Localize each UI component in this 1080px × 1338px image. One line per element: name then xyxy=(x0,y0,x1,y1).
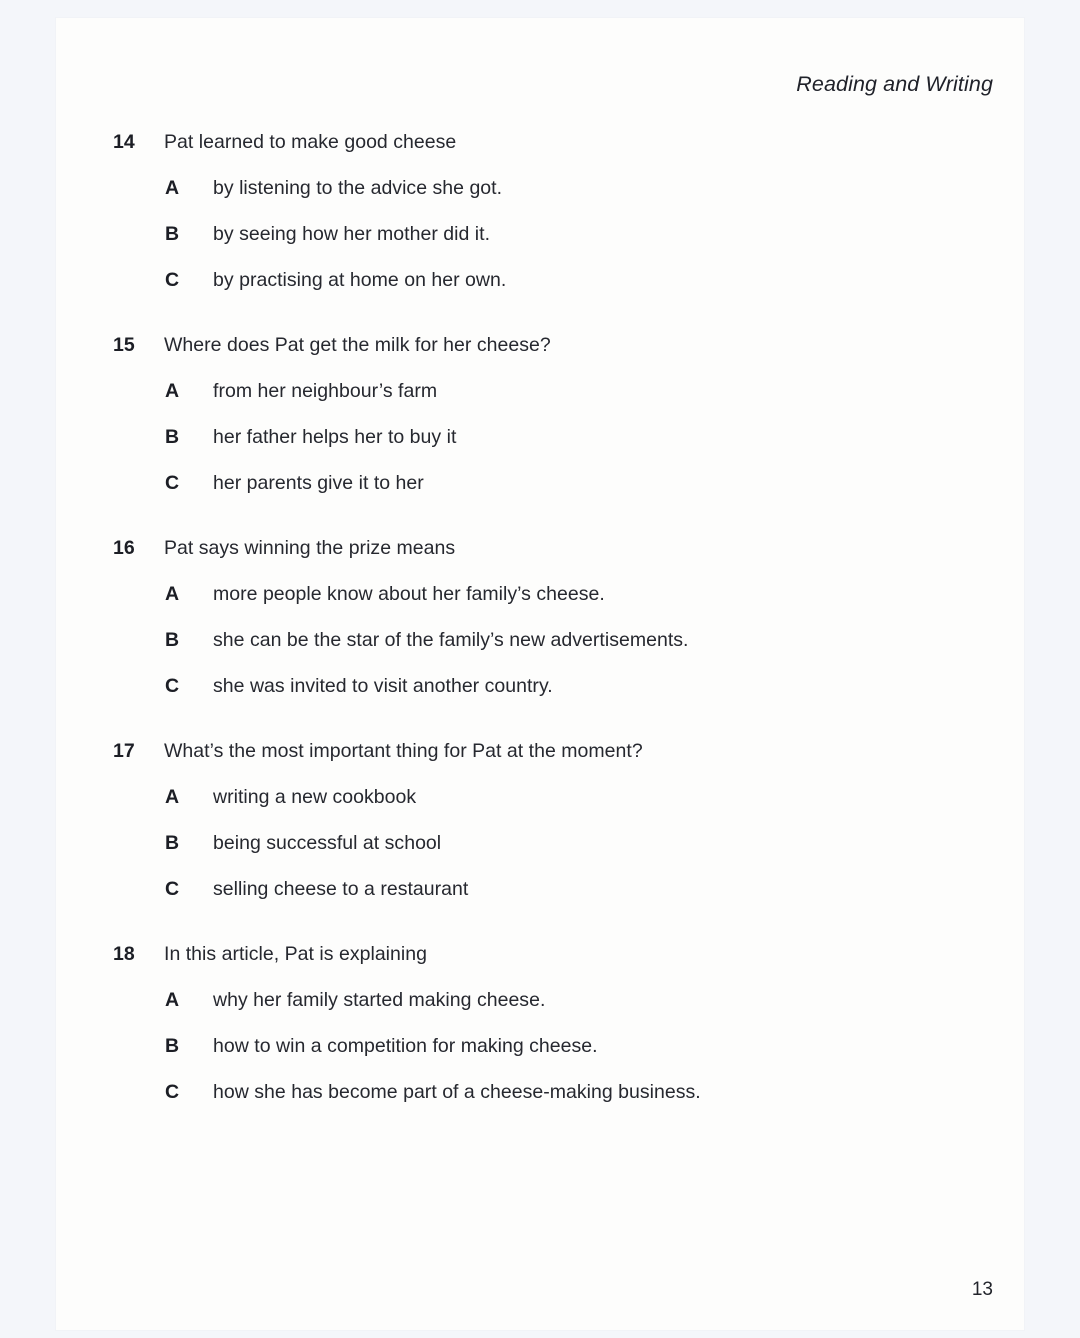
option-letter: C xyxy=(165,472,180,494)
option-letter: B xyxy=(165,426,180,448)
answer-option[interactable] xyxy=(56,223,1024,269)
option-text: how to win a competition for making cheese. xyxy=(213,1035,598,1057)
question-number: 17 xyxy=(113,740,135,762)
answer-option[interactable] xyxy=(56,472,1024,518)
question-block xyxy=(56,131,1024,334)
option-text: by listening to the advice she got. xyxy=(213,177,503,199)
option-letter: B xyxy=(165,832,180,854)
answer-option[interactable] xyxy=(56,786,1024,832)
question-text: What’s the most important thing for Pat at the moment? xyxy=(164,740,643,762)
option-text: more people know about her family’s cheese. xyxy=(213,583,605,605)
question-number: 14 xyxy=(113,131,135,153)
option-text: selling cheese to a restaurant xyxy=(213,878,469,900)
question-stem xyxy=(56,943,1024,989)
question-list xyxy=(56,131,1024,1146)
answer-option[interactable] xyxy=(56,380,1024,426)
answer-option[interactable] xyxy=(56,675,1024,721)
option-text: her parents give it to her xyxy=(213,472,424,494)
question-number: 16 xyxy=(113,537,135,559)
answer-option[interactable] xyxy=(56,583,1024,629)
option-text: her father helps her to buy it xyxy=(213,426,457,448)
question-block xyxy=(56,537,1024,740)
option-letter: A xyxy=(165,177,180,199)
question-text: Pat says winning the prize means xyxy=(164,537,456,559)
exam-page-sheet xyxy=(56,18,1024,1330)
answer-option[interactable] xyxy=(56,177,1024,223)
question-text: In this article, Pat is explaining xyxy=(164,943,427,965)
question-number: 18 xyxy=(113,943,135,965)
option-letter: C xyxy=(165,675,180,697)
question-stem xyxy=(56,334,1024,380)
option-letter: B xyxy=(165,223,180,245)
option-letter: B xyxy=(165,629,180,651)
question-stem xyxy=(56,740,1024,786)
answer-option[interactable] xyxy=(56,878,1024,924)
question-block xyxy=(56,740,1024,943)
option-letter: C xyxy=(165,1081,180,1103)
question-stem xyxy=(56,537,1024,583)
question-block xyxy=(56,943,1024,1146)
option-letter: C xyxy=(165,878,180,900)
option-text: by practising at home on her own. xyxy=(213,269,507,291)
question-block xyxy=(56,334,1024,537)
option-text: she can be the star of the family’s new advertisements. xyxy=(213,629,689,651)
answer-option[interactable] xyxy=(56,1035,1024,1081)
answer-option[interactable] xyxy=(56,629,1024,675)
question-text: Pat learned to make good cheese xyxy=(164,131,457,153)
option-letter: C xyxy=(165,269,180,291)
question-number: 15 xyxy=(113,334,135,356)
page-number: 13 xyxy=(971,1279,993,1300)
option-letter: A xyxy=(165,583,180,605)
option-letter: A xyxy=(165,380,180,402)
answer-option[interactable] xyxy=(56,269,1024,315)
option-letter: A xyxy=(165,786,180,808)
option-text: writing a new cookbook xyxy=(213,786,417,808)
answer-option[interactable] xyxy=(56,426,1024,472)
option-text: she was invited to visit another country. xyxy=(213,675,553,697)
option-text: being successful at school xyxy=(213,832,442,854)
option-text: why her family started making cheese. xyxy=(213,989,546,1011)
answer-option[interactable] xyxy=(56,832,1024,878)
option-letter: A xyxy=(165,989,180,1011)
question-stem xyxy=(56,131,1024,177)
option-text: from her neighbour’s farm xyxy=(213,380,438,402)
option-text: how she has become part of a cheese-making business. xyxy=(213,1081,701,1103)
option-letter: B xyxy=(165,1035,180,1057)
answer-option[interactable] xyxy=(56,1081,1024,1127)
page-header-title: Reading and Writing xyxy=(796,72,993,96)
question-text: Where does Pat get the milk for her cheese? xyxy=(164,334,551,356)
option-text: by seeing how her mother did it. xyxy=(213,223,491,245)
answer-option[interactable] xyxy=(56,989,1024,1035)
